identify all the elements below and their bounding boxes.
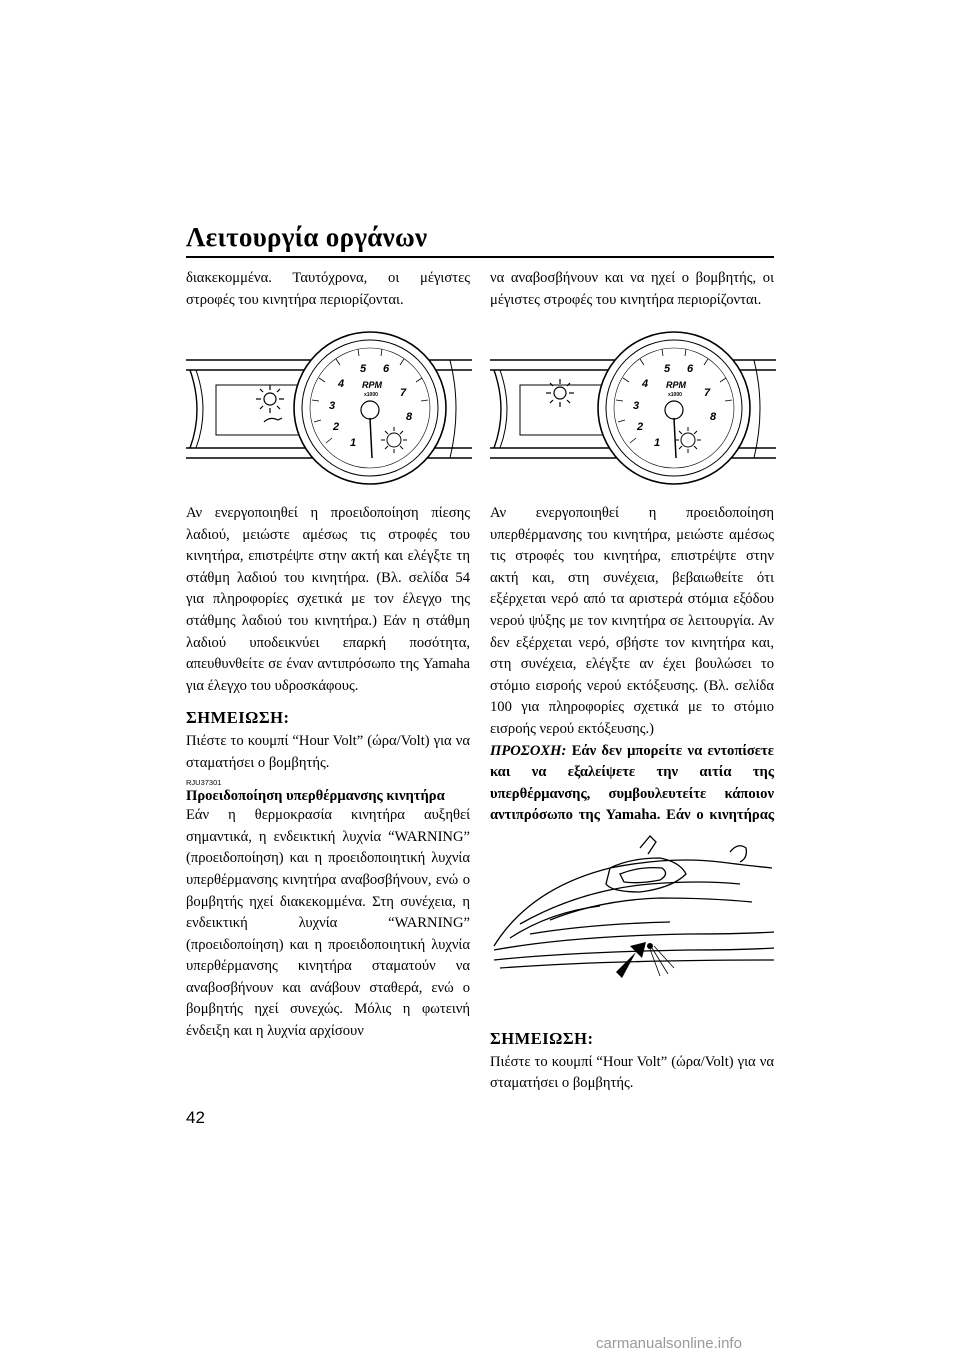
gauge-label: RPM [666, 380, 686, 390]
section-code: RJU37301 [186, 778, 222, 788]
tick-label: 6 [687, 363, 694, 375]
overheat-gauge-figure [490, 330, 776, 488]
caution-label: ΠΡΟΣΟΧΗ: [490, 742, 567, 759]
note-heading: ΣΗΜΕΙΩΣΗ: [490, 1029, 594, 1048]
gauge-label: RPM [362, 380, 382, 390]
right-column [490, 268, 774, 311]
tick-label: 5 [664, 363, 671, 375]
tick-label: 5 [360, 363, 367, 375]
tick-label: 6 [383, 363, 390, 375]
right-paragraph-1: να αναβοσβήνουν και να ηχεί ο βομβητής, οι μέγιστες στροφές του κινητήρα περιορίζονται. [490, 270, 774, 308]
page-number: 42 [186, 1108, 205, 1127]
left-column [186, 268, 470, 311]
tick-label: 1 [654, 437, 661, 449]
tick-label: 7 [704, 387, 711, 399]
page-title: Λειτουργία οργάνων [186, 222, 428, 252]
tick-label: 3 [633, 400, 640, 412]
tachometer-gauge [598, 332, 750, 484]
note-heading: ΣΗΜΕΙΩΣΗ: [186, 708, 290, 728]
tick-label: 4 [642, 378, 649, 390]
note-text: Πιέστε το κουμπί “Hour Volt” (ώρα/Volt) για να σταματήσει ο βομβητής. [186, 732, 470, 771]
tick-label: 7 [400, 387, 407, 399]
tick-label: 8 [406, 411, 413, 423]
watermark: carmanualsonline.info [596, 1335, 742, 1352]
tick-label: 2 [637, 421, 644, 433]
right-column-body [490, 503, 774, 871]
tick-label: 4 [338, 378, 345, 390]
note-text: Πιέστε το κουμπί “Hour Volt” (ώρα/Volt) για να σταματήσει ο βομβητής. [490, 1053, 774, 1092]
left-paragraph-1: διακεκομμένα. Ταυτόχρονα, οι μέγιστες στροφές του κινητήρα περιορίζονται. [186, 270, 470, 308]
gauge-unit: x1000 [668, 392, 682, 398]
title-rule [186, 256, 774, 258]
tick-label: 1 [350, 437, 357, 449]
left-column-body [186, 503, 470, 1043]
tachometer-gauge [294, 332, 446, 484]
right-paragraph-2: Αν ενεργοποιηθεί η προειδοποίηση υπερθέρμανσης του κινητήρα, μειώστε αμέσως τις στροφές του κινητήρα, επιστρέψτε στην ακτή και, στη συνέχεια, βεβαιωθείτε ότι εξέρχεται νερό από τα αριστερά στόμια εξόδου νερού ψύξης με τον κινητήρα σε λειτουργία. Αν δεν εξέρχεται νερό, σβήστε τον κινητήρα και, στη συνέχεια, ελέγξτε αν έχει βουλώσει το στόμιο εισροής νερού εκτόξευσης. (Βλ. σελίδα 100 για πληροφορίες σχετικά με το στόμιο εισροής νερού εκτόξευσης.) [490, 505, 774, 737]
caution-text: Εάν δεν μπορείτε να εντοπίσετε και να εξαλείψετε την αιτία της υπερθέρμανσης, συμβουλευτείτε κάποιον αντιπρόσωπο της Yamaha. Εάν ο κινητήρας [490, 742, 774, 824]
tick-label: 8 [710, 411, 717, 423]
tick-label: 3 [329, 400, 336, 412]
section-heading: Προειδοποίηση υπερθέρμανσης κινητήρα [186, 788, 445, 805]
watercraft-cooling-outlet-figure [490, 828, 776, 1008]
left-paragraph-3: Εάν η θερμοκρασία κινητήρα αυξηθεί σημαντικά, η ενδεικτική λυχνία “WARNING” (προειδοποίηση) και η προειδοποιητική λυχνία υπερθέρμανσης κινητήρα αναβοσβήνουν, ενώ ο βομβητής ηχεί διακεκομμένα. Στη συνέχεια, η ενδεικτική λυχνία “WARNING” (προειδοποίηση) και η προειδοποιητική λυχνία υπερθέρμανσης κινητήρα σταματούν να αναβοσβήνουν και ανάβουν σταθερά, ενώ ο βομβητής ηχεί συνεχώς. Μόλις η φωτεινή ένδειξη και η λυχνία αρχίσουν [186, 807, 470, 1040]
left-paragraph-2: Αν ενεργοποιηθεί η προειδοποίηση πίεσης λαδιού, μειώστε αμέσως τις στροφές του κινητήρα, επιστρέψτε στην ακτή και ελέγξτε τη στάθμη λαδιού του κινητήρα. (Βλ. σελίδα 54 για πληροφορίες σχετικά με τον έλεγχο της στάθμης λαδιού του κινητήρα.) Εάν η στάθμη λαδιού υποδεικνύει επαρκή ποσότητα, απευθυνθείτε σε έναν αντιπρόσωπο της Yamaha για έλεγχο του υδροσκάφους. [186, 505, 470, 694]
tick-label: 2 [333, 421, 340, 433]
oil-pressure-gauge-figure [186, 330, 472, 488]
right-note [490, 1018, 774, 1095]
gauge-unit: x1000 [364, 392, 378, 398]
